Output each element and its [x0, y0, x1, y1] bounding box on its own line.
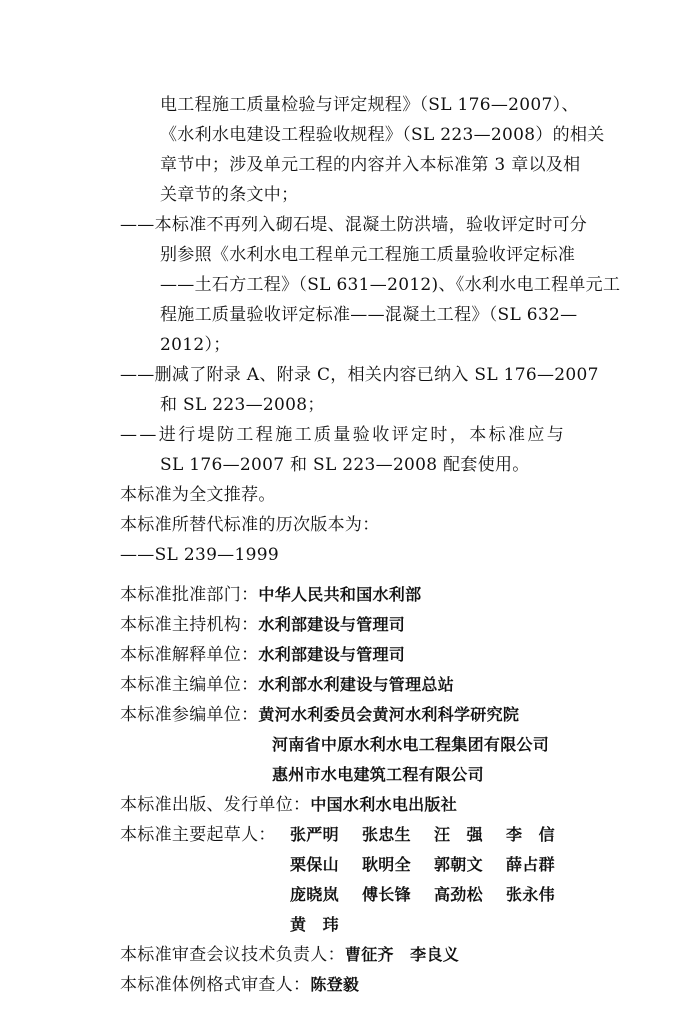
drafter-name: 傅长锋 [362, 885, 411, 904]
preface-line: 本标准所替代标准的历次版本为： [120, 515, 380, 535]
drafters-row [290, 850, 555, 880]
preface-line: SL 176—2007 和 SL 223—2008 配套使用。 [160, 455, 530, 475]
drafters-row [290, 880, 555, 910]
credit-drafters [120, 820, 288, 850]
credit-value: 中华人民共和国水利部 [258, 585, 422, 604]
preface-line: 章节中；涉及单元工程的内容并入本标准第 3 章以及相 [160, 155, 581, 175]
drafters-row [290, 820, 555, 850]
drafter-name: 庞晓岚 [290, 885, 339, 904]
preface-line: 关章节的条文中； [160, 185, 299, 205]
credit-label: 本标准审查会议技术负责人： [120, 945, 345, 965]
preface-line: ——删减了附录 A、附录 C，相关内容已纳入 SL 176—2007 [120, 365, 599, 385]
credit-interpret [120, 640, 405, 670]
credit-value: 陈登毅 [310, 975, 360, 994]
credit-label: 本标准参编单位： [120, 705, 259, 725]
credit-label: 本标准主持机构： [120, 615, 259, 635]
credit-format [120, 970, 359, 1000]
preface-line: ——土石方工程》（SL 631—2012)、《水利水电工程单元工 [160, 275, 621, 295]
preface-line: 程施工质量验收评定标准——混凝土工程》（SL 632— [160, 305, 578, 325]
credit-label: 本标准出版、发行单位： [120, 795, 311, 815]
drafter-name: 薛占群 [506, 855, 555, 874]
credit-label: 本标准主编单位： [120, 675, 259, 695]
preface-line: 本标准为全文推荐。 [120, 485, 276, 505]
drafter-name: 黄 玮 [290, 915, 339, 934]
credit-chief [120, 670, 454, 700]
drafters-row [290, 910, 339, 940]
preface-line: ——进行堤防工程施工质量验收评定时，本标准应与 [120, 425, 567, 445]
preface-line: 《水利水电建设工程验收规程》（SL 223—2008）的相关 [160, 125, 605, 145]
preface-line: 别参照《水利水电工程单元工程施工质量验收评定标准 [160, 245, 576, 265]
credit-label: 本标准主要起草人： [120, 825, 276, 845]
preface-line: ——本标准不再列入砌石堤、混凝土防洪墙，验收评定时可分 [120, 215, 588, 235]
drafter-name: 耿明全 [362, 855, 411, 874]
drafter-name: 张严明 [290, 825, 339, 844]
drafter-name: 高劲松 [434, 885, 483, 904]
credit-publisher [120, 790, 457, 820]
credit-label: 本标准批准部门： [120, 585, 259, 605]
drafter-name: 汪 强 [434, 825, 483, 844]
drafter-name: 张永伟 [506, 885, 555, 904]
preface-line: 电工程施工质量检验与评定规程》（SL 176—2007）、 [160, 95, 579, 115]
preface-line: ——SL 239—1999 [120, 545, 279, 565]
credit-label: 本标准解释单位： [120, 645, 259, 665]
credit-value: 水利部建设与管理司 [258, 615, 406, 634]
credit-value: 河南省中原水利水电工程集团有限公司 [272, 735, 550, 754]
credit-value: 水利部水利建设与管理总站 [258, 675, 455, 694]
credit-review [120, 940, 459, 970]
drafter-name: 郭朝文 [434, 855, 483, 874]
preface-line: 和 SL 223—2008； [160, 395, 325, 415]
drafter-name: 李 信 [506, 825, 555, 844]
credit-host [120, 610, 405, 640]
credit-label: 本标准体例格式审查人： [120, 975, 311, 995]
credit-value: 中国水利水电出版社 [310, 795, 458, 814]
credit-participating [120, 700, 519, 730]
credit-value: 惠州市水电建筑工程有限公司 [272, 765, 484, 784]
credit-value: 水利部建设与管理司 [258, 645, 406, 664]
credit-value: 黄河水利委员会黄河水利科学研究院 [258, 705, 520, 724]
credit-value: 曹征齐 李良义 [344, 945, 460, 964]
credit-approval [120, 580, 421, 610]
drafter-name: 张忠生 [362, 825, 411, 844]
drafter-name: 栗保山 [290, 855, 339, 874]
preface-line: 2012）； [160, 335, 231, 355]
